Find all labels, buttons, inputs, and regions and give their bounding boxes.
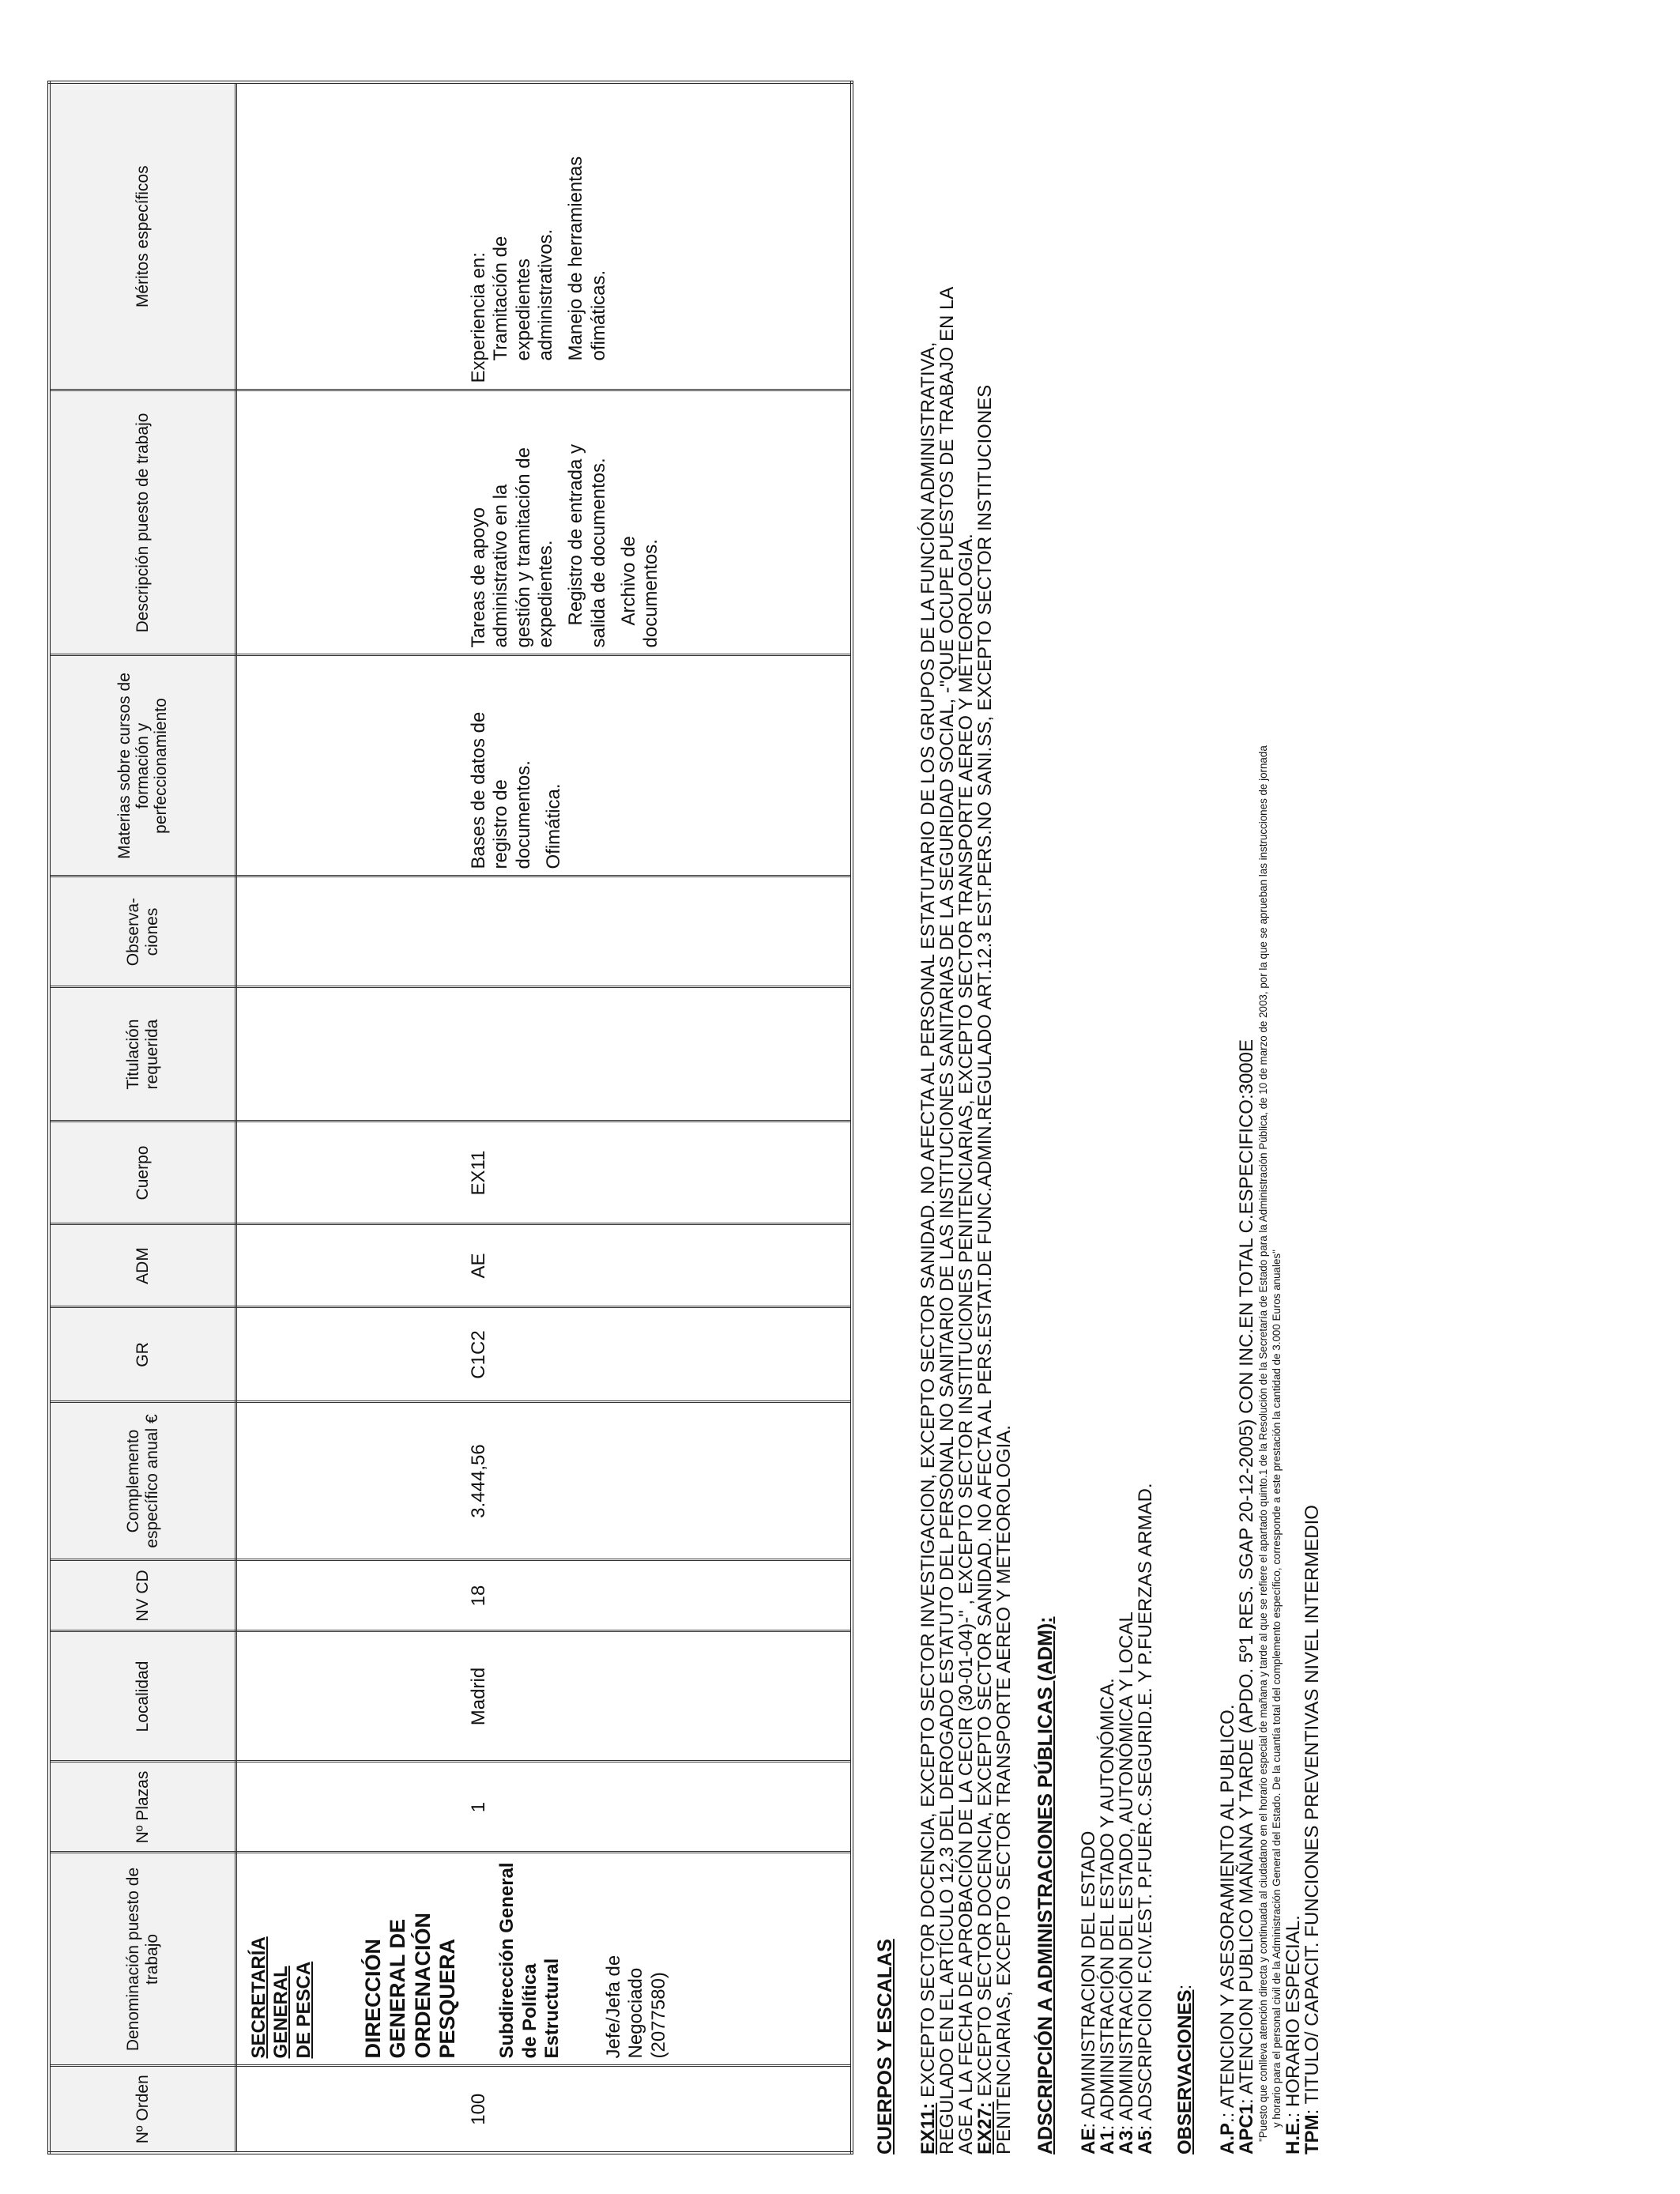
cell-adm: AE: [236, 1224, 853, 1307]
ex11-line-2: REGULADO EN EL ARTÍCULO 12.3 DEL DEROGADO ESTATUTO DEL PERSONAL NO SANITARIO DE LAS INSTITUCIONES SANITARIAS DE LA SEGURIDAD SOCIAL, -"QUE OCUPE PUESTOS DE TRABAJO EN LA: [936, 286, 958, 2154]
header-orden: Nº Orden: [49, 2066, 236, 2153]
ex11-code: EX11:: [917, 2102, 939, 2154]
header-adm: ADM: [49, 1224, 236, 1307]
cell-nivel: 18: [236, 1560, 853, 1631]
notes-section: [876, 84, 1322, 2154]
obs-footnote-line-2: y horario para el personal civil de la Administración General del Estado. De la cuantía total del complemento específico, corresponde a este prestación la cantidad de 3.000 Euros anuales": [1271, 1250, 1283, 2128]
adm-item-a1: A1: ADMINISTRACIÓN DEL ESTADO Y AUTONÓMICA.: [1097, 1678, 1118, 2154]
header-grupo: GR: [49, 1307, 236, 1402]
adm-item-a3: A3: ADMINISTRACIÓN DEL ESTADO, AUTONÓMICA Y LOCAL: [1116, 1612, 1137, 2154]
obs-apc1: APC1: ATENCION PUBLICO MAÑANA Y TARDE (APDO. 5º1 RES. SGAP 20-12-2005) CON INC.EN TOTAL C.ESPECIFICO:3000E: [1236, 1039, 1257, 2154]
ex27-line-1: EX27: EXCEPTO SECTOR DOCENCIA, EXCEPTO SECTOR SANIDAD. NO AFECTA AL PERS.ESTAT.DE FUNC.ADMIN.REGULADO ART.12.3 EST.PERS.NO SANI.SS, EXCEPTO SECTOR INSTITUCIONES: [974, 384, 996, 2154]
obs-ap: A.P.: ATENCION Y ASESORAMIENTO AL PUBLICO.: [1217, 1704, 1238, 2154]
cell-orden: 100: [236, 2066, 853, 2153]
cell-plazas: 1: [236, 1762, 853, 1853]
materias-list: Bases de datos de registro de documentos. Ofimática.: [468, 711, 564, 869]
org-secretaria-general: SECRETARÍA GENERAL DE PESCA: [248, 1936, 315, 2059]
header-observaciones: Observa-ciones: [49, 876, 236, 987]
cell-grupo: C1C2: [236, 1307, 853, 1402]
adscripcion-title: ADSCRIPCIÓN A ADMINISTRACIONES PÚBLICAS (ADM):: [1034, 1616, 1057, 2154]
header-plazas: Nº Plazas: [49, 1762, 236, 1853]
header-materias: Materias sobre cursos de formación y perfeccionamiento: [49, 655, 236, 876]
header-meritos: Méritos específicos: [49, 82, 236, 390]
cell-denominacion: [236, 1853, 853, 2066]
observaciones-title: OBSERVACIONES:: [1174, 1984, 1196, 2154]
meritos-list: Experiencia en: Tramitación de expedientes administrativos. Manejo de herramientas ofimáticas.: [468, 156, 609, 383]
org-direccion-general: DIRECCIÓN GENERAL DE ORDENACIÓN PESQUERA: [360, 1912, 459, 2059]
ex27-code: EX27:: [974, 2102, 996, 2154]
org-subdireccion: Subdirección General de Política Estructural: [496, 1862, 563, 2059]
cell-meritos: [236, 82, 853, 390]
header-cuerpo: Cuerpo: [49, 1122, 236, 1224]
adm-item-a5: A5: ADSCRIPCION F.CIV.EST. P.FUER.C.SEGURID.E. Y P.FUERZAS ARMAD.: [1135, 1483, 1156, 2154]
obs-he: H.E.: HORARIO ESPECIAL.: [1282, 1915, 1304, 2154]
header-complemento: Complemento específico anual €: [49, 1402, 236, 1560]
cell-complemento: 3.444,56: [236, 1402, 853, 1560]
adm-item-ae: AE: ADMINISTRACION DEL ESTADO: [1078, 1830, 1099, 2154]
table-header-row: [49, 82, 236, 2153]
header-titulacion: Titulación requerida: [49, 987, 236, 1122]
cell-localidad: Madrid: [236, 1631, 853, 1762]
cell-observaciones: [236, 876, 853, 987]
header-descripcion: Descripción puesto de trabajo: [49, 390, 236, 655]
cell-materias: [236, 655, 853, 876]
cell-descripcion: [236, 390, 853, 655]
table-row: [236, 82, 853, 2153]
job-title: Jefe/Jefa de Negociado (2077580): [603, 1955, 669, 2059]
header-localidad: Localidad: [49, 1631, 236, 1762]
ex11-line-1: EX11: EXCEPTO SECTOR DOCENCIA, EXCEPTO SECTOR INVESTIGACION, EXCEPTO SECTOR SANIDAD. NO AFECTA AL PERSONAL ESTATUTARIO DE LOS GRUPOS DE LA FUNCIÓN ADMINISTRATIVA,: [917, 341, 939, 2154]
cell-titulacion: [236, 987, 853, 1122]
ex27-line-2: PENITENCIARIAS, EXCEPTO SECTOR TRANSPORTE AEREO Y METEOROLOGIA.: [993, 1425, 1015, 2154]
obs-footnote-line-1: "Puesto que conlleva atención directa y continuada al ciudadano en el horario especial de mañana y tarde al que se refiere el apartado quinto.1 de la Resolución de la Secretaría de Estado para la Administración Pública, de 10 de marzo de 2003, por la que se aprueban las instrucciones de jornada: [1257, 745, 1269, 2142]
header-nivel: NV CD: [49, 1560, 236, 1631]
descripcion-list: Tareas de apoyo administrativo en la gestión y tramitación de expedientes. Registro de entrada y salida de documentos. Archivo de documentos.: [468, 444, 662, 648]
ex11-line-3: AGE A LA FECHA DE APROBACIÓN DE LA CECIR (30-01-04)-" , EXCEPTO SECTOR INSTITUCIONES PENITENCIARIAS, EXCEPTO SECTOR TRANSPORTE AEREO Y METEOROLOGIA.: [955, 533, 977, 2154]
obs-tpm: TPM: TITULO/ CAPACIT. FUNCIONES PREVENTIVAS NIVEL INTERMEDIO: [1301, 1505, 1323, 2154]
cell-cuerpo: EX11: [236, 1122, 853, 1224]
cuerpos-title: CUERPOS Y ESCALAS: [874, 1939, 896, 2154]
job-positions-table: [47, 81, 853, 2154]
header-denominacion: Denominación puesto de trabajo: [49, 1853, 236, 2066]
